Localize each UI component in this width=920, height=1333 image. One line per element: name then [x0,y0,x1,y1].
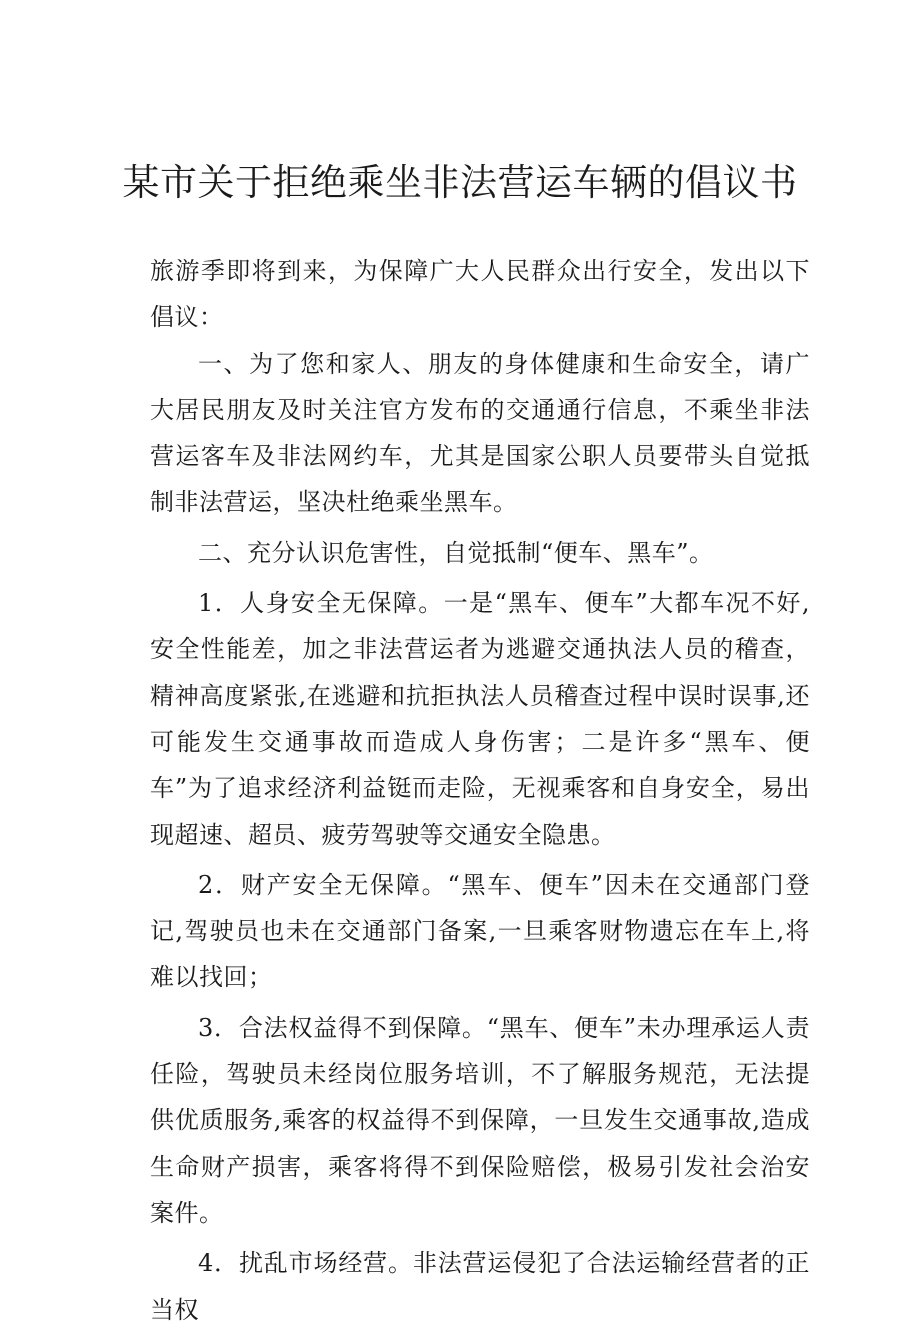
paragraph-item-1: 1．人身安全无保障。一是“黑车、便车”大都车况不好,安全性能差，加之非法营运者为逃避交通执法人员的稽查，精神高度紧张,在逃避和抗拒执法人员稽查过程中误时误事,还可能发生交通事故而造成人身伤害；二是许多“黑车、便车”为了追求经济利益铤而走险，无视乘客和自身安全，易出现超速、超员、疲劳驾驶等交通安全隐患。 [150,589,810,849]
paragraph-proposal-two: 二、充分认识危害性，自觉抵制“便车、黑车”。 [198,538,714,567]
paragraph-item-3: 3．合法权益得不到保障。“黑车、便车”未办理承运人责任险，驾驶员未经岗位服务培训，不了解服务规范，无法提供优质服务,乘客的权益得不到保障，一旦发生交通事故,造成生命财产损害，乘客将得不到保险赔偿，极易引发社会治安案件。 [150,1013,810,1227]
paragraph-proposal-one: 一、为了您和家人、朋友的身体健康和生命安全，请广大居民朋友及时关注官方发布的交通通行信息，不乘坐非法营运客车及非法网约车，尤其是国家公职人员要带头自觉抵制非法营运，坚决杜绝乘坐黑车。 [150,349,810,517]
document-title: 某市关于拒绝乘坐非法营运车辆的倡议书 [122,161,798,204]
paragraph-item-2: 2．财产安全无保障。“黑车、便车”因未在交通部门登记,驾驶员也未在交通部门备案,一旦乘客财物遗忘在车上,将难以找回； [150,870,810,992]
intro-paragraph: 旅游季即将到来，为保障广大人民群众出行安全，发出以下倡议： [150,257,810,332]
document-body [150,248,810,1333]
paragraph-item-4: 4．扰乱市场经营。非法营运侵犯了合法运输经营者的正当权 [150,1249,810,1324]
